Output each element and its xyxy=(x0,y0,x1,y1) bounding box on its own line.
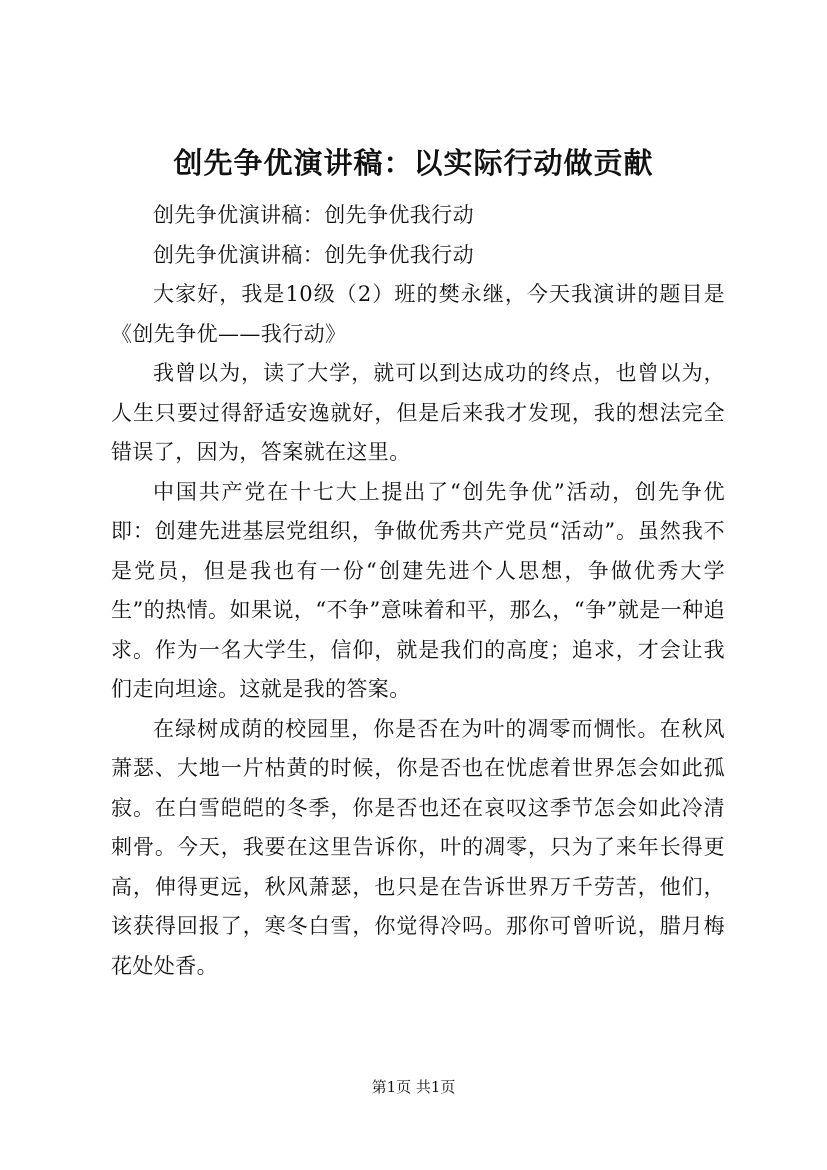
paragraph: 创先争优演讲稿：创先争优我行动 xyxy=(153,203,474,227)
paragraph: 大家好，我是10级（2）班的樊永继，今天我演讲的题目是《创先争优——我行动》 xyxy=(111,282,725,346)
page-footer: 第1页 共1页 xyxy=(371,1078,456,1096)
paragraph: 我曾以为，读了大学，就可以到达成功的终点，也曾以为，人生只要过得舒适安逸就好，但是后来我才发现，我的想法完全错误了，因为，答案就在这里。 xyxy=(111,361,725,464)
document-title: 创先争优演讲稿：以实际行动做贡献 xyxy=(173,146,654,180)
paragraph: 创先争优演讲稿：创先争优我行动 xyxy=(153,242,474,267)
document-body xyxy=(111,196,725,986)
paragraph: 在绿树成荫的校园里，你是否在为叶的凋零而惆怅。在秋风萧瑟、大地一片枯黄的时候，你是否也在忧虑着世界怎会如此孤寂。在白雪皑皑的冬季，你是否也还在哀叹这季节怎会如此冷清刺骨。今天，我要在这里告诉你，叶的凋零，只为了来年长得更高，伸得更远，秋风萧瑟，也只是在告诉世界万千劳苦，他们，该获得回报了，寒冬白雪，你觉得冷吗。那你可曾听说，腊月梅花处处香。 xyxy=(111,716,725,978)
paragraph: 中国共产党在十七大上提出了“创先争优”活动，创先争优即：创建先进基层党组织，争做优秀共产党员“活动”。虽然我不是党员，但是我也有一份“创建先进个人思想，争做优秀大学生”的热情。如果说，“不争”意味着和平，那么，“争”就是一种追求。作为一名大学生，信仰，就是我们的高度；追求，才会让我们走向坦途。这就是我的答案。 xyxy=(111,479,725,701)
